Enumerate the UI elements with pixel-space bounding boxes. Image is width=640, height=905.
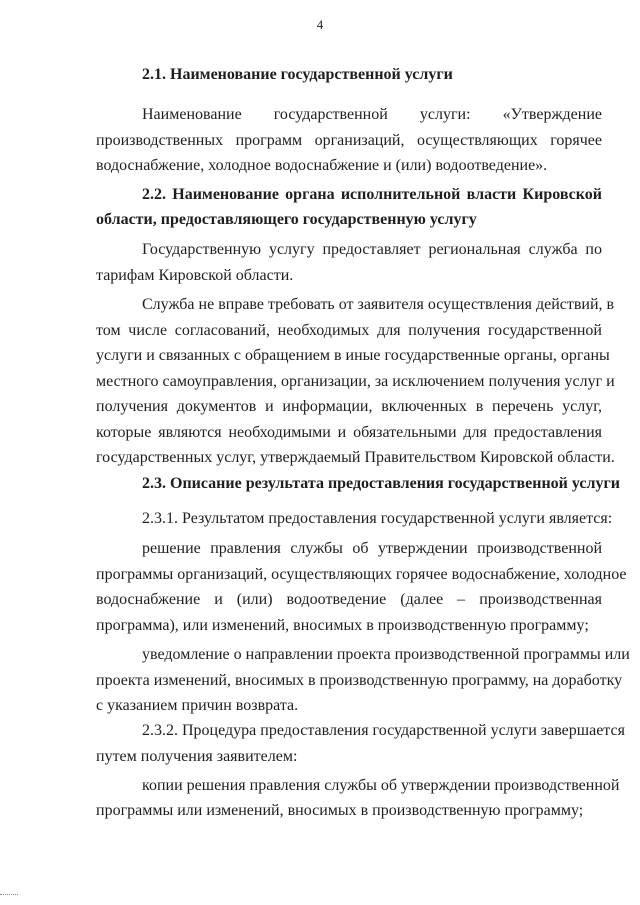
paragraph-line: с указанием причин возврата. — [96, 697, 299, 714]
paragraph-line: программа), или изменений, вносимых в производственную программу; — [96, 617, 589, 634]
paragraph-line: Наименование государственной услуги: «Утверждение — [142, 106, 602, 123]
section-heading-line: 2.2. Наименование органа исполнительной власти Кировской — [142, 186, 602, 203]
paragraph-line: услуги и связанных с обращением в иные государственные органы, органы — [96, 347, 610, 364]
paragraph-line: водоснабжение, холодное водоснабжение и (или) водоотведение». — [96, 157, 548, 174]
paragraph-line: программы организаций, осуществляющих горячее водоснабжение, холодное — [96, 566, 627, 583]
paragraph-line: путем получения заявителем: — [96, 748, 298, 765]
paragraph-line: местного самоуправления, организации, за исключением получения услуг и — [96, 373, 615, 390]
paragraph-line: тарифам Кировской области. — [96, 267, 294, 284]
page-number: 4 — [316, 17, 324, 32]
paragraph-line: 2.3.2. Процедура предоставления государственной услуги завершается — [142, 722, 625, 739]
paragraph-line: получения документов и информации, включенных в перечень услуг, — [96, 398, 602, 415]
paragraph-line: программы или изменений, вносимых в производственную программу; — [96, 802, 584, 819]
scan-edge-mark — [0, 894, 18, 895]
paragraph-line: Государственную услугу предоставляет региональная служба по — [142, 241, 602, 258]
paragraph-line: уведомление о направлении проекта производственной программы или — [142, 646, 630, 663]
paragraph-line: решение правления службы об утверждении производственной — [142, 540, 602, 557]
paragraph-line: Служба не вправе требовать от заявителя осуществления действий, в — [142, 296, 615, 313]
paragraph-line: 2.3.1. Результатом предоставления государственной услуги является: — [142, 510, 613, 527]
paragraph-line: проекта изменений, вносимых в производственную программу, на доработку — [96, 672, 623, 689]
section-heading-line: области, предоставляющего государственную услугу — [96, 211, 477, 228]
paragraph-line: которые являются необходимыми и обязательными для предоставления — [96, 424, 602, 441]
paragraph-line: том числе согласований, необходимых для получения государственной — [96, 322, 602, 339]
paragraph-line: водоснабжение и (или) водоотведение (далее – производственная — [96, 591, 602, 608]
paragraph-line: производственных программ организаций, осуществляющих горячее — [96, 132, 602, 149]
section-heading-line: 2.1. Наименование государственной услуги — [142, 66, 453, 83]
section-heading-line: 2.3. Описание результата предоставления государственной услуги — [142, 475, 620, 492]
paragraph-line: копии решения правления службы об утверждении производственной — [142, 777, 620, 794]
paragraph-line: государственных услуг, утверждаемый Правительством Кировской области. — [96, 449, 615, 466]
